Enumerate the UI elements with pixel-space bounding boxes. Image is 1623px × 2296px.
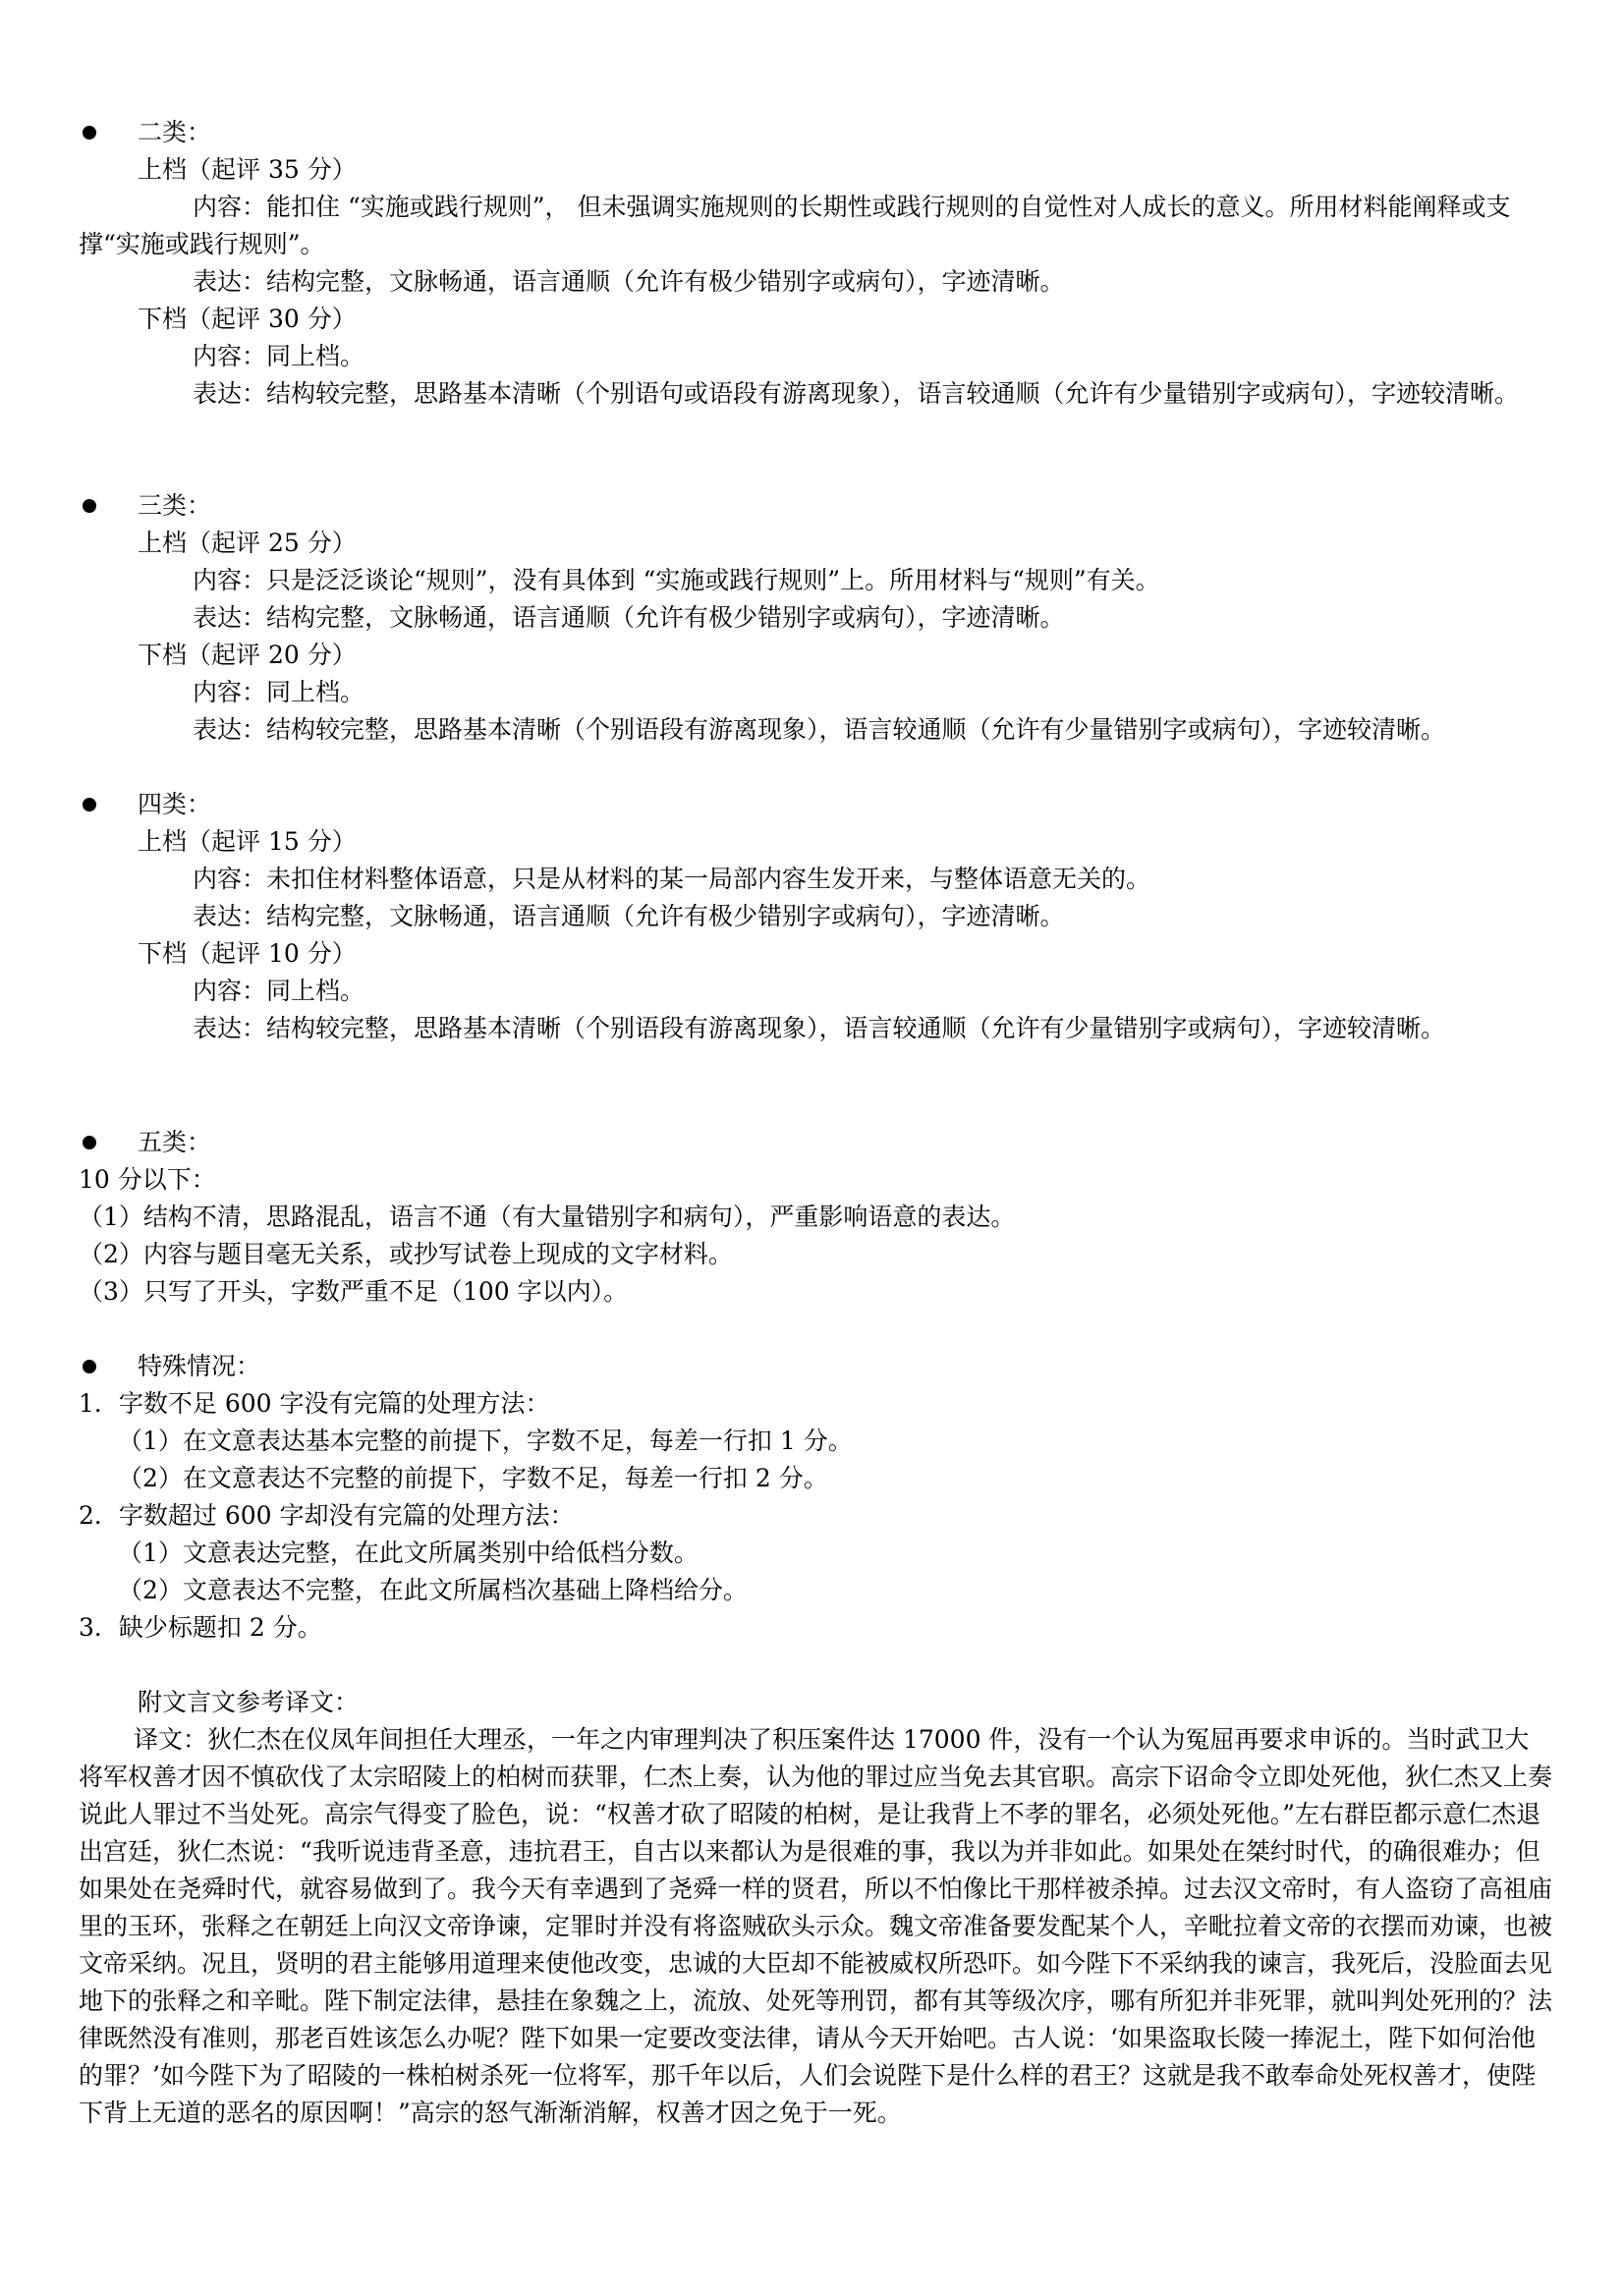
class3-upper-expression: 表达：结构完整，文脉畅通，语言通顺（允许有极少错别字或病句），字迹清晰。 xyxy=(193,603,1065,632)
class4-title: 四类： xyxy=(138,790,212,818)
class2-upper-label: 上档（起评 35 分） xyxy=(138,155,357,184)
bullet-icon xyxy=(83,798,96,812)
class5-title: 五类： xyxy=(138,1128,212,1156)
class5-item: （2）内容与题目毫无关系，或抄写试卷上现成的文字材料。 xyxy=(79,1240,733,1268)
bullet-icon xyxy=(83,1360,96,1373)
class4-upper-expression: 表达：结构完整，文脉畅通，语言通顺（允许有极少错别字或病句），字迹清晰。 xyxy=(193,902,1065,930)
class2-lower-expression: 表达：结构较完整，思路基本清晰（个别语句或语段有游离现象），语言较通顺（允许有少量错别字或病句），字迹较清晰。 xyxy=(193,379,1520,408)
special-rule-2: 2．字数超过 600 字却没有完篇的处理方法： xyxy=(79,1501,575,1530)
class2-upper-content: 内容：能扣住 “实施或践行规则”， 但未强调实施规则的长期性或践行规则的自觉性对人成长的意义。所用材料能阐释或支撑“实施或践行规则”。 xyxy=(79,193,1511,258)
class3-upper-label: 上档（起评 25 分） xyxy=(138,529,357,557)
class3-upper-content: 内容：只是泛泛谈论“规则”，没有具体到 “实施或践行规则”上。所用材料与“规则”有关。 xyxy=(193,566,1160,594)
special-rule-1b: （2）在文意表达不完整的前提下，字数不足，每差一行扣 2 分。 xyxy=(118,1464,828,1492)
special-rule-3: 3．缺少标题扣 2 分。 xyxy=(79,1613,322,1642)
bullet-icon xyxy=(83,126,96,140)
special-rule-1: 1．字数不足 600 字没有完篇的处理方法： xyxy=(79,1389,550,1418)
class2-title: 二类： xyxy=(138,118,212,146)
class2-lower-content: 内容：同上档。 xyxy=(193,342,365,370)
class3-title: 三类： xyxy=(138,491,212,520)
class4-lower-content: 内容：同上档。 xyxy=(193,977,365,1005)
special-title: 特殊情况： xyxy=(138,1352,261,1380)
class4-lower-expression: 表达：结构较完整，思路基本清晰（个别语段有游离现象），语言较通顺（允许有少量错别字或病句），字迹较清晰。 xyxy=(193,1014,1446,1042)
class2-upper-expression: 表达：结构完整，文脉畅通，语言通顺（允许有极少错别字或病句），字迹清晰。 xyxy=(193,267,1065,296)
special-rule-2b: （2）文意表达不完整，在此文所属档次基础上降档给分。 xyxy=(118,1576,748,1604)
bullet-icon xyxy=(83,499,96,513)
class4-lower-label: 下档（起评 10 分） xyxy=(138,939,357,968)
special-rule-1a: （1）在文意表达基本完整的前提下，字数不足，每差一行扣 1 分。 xyxy=(118,1427,853,1455)
appendix-translation: 译文：狄仁杰在仪凤年间担任大理丞，一年之内审理判决了积压案件达 17000 件，没有一个认为冤屈再要求申诉的。当时武卫大将军权善才因不慎砍伐了太宗昭陵上的柏树而获罪，仁杰上奏，认为他的罪过应当免去其官职。高宗下诏命令立即处死他，狄仁杰又上奏说此人罪过不当处死。高宗气得变了脸色，说：“权善才砍了昭陵的柏树，是让我背上不孝的罪名，必须处死他。”左右群臣都示意仁杰退出宫廷，狄仁杰说：“我听说违背圣意，违抗君王，自古以来都认为是很难的事，我以为并非如此。如果处在桀纣时代，的确很难办；但如果处在尧舜时代，就容易做到了。我今天有幸遇到了尧舜一样的贤君，所以不怕像比干那样被杀掉。过去汉文帝时，有人盗窃了高祖庙里的玉环，张释之在朝廷上向汉文帝诤谏，定罪时并没有将盗贼砍头示众。魏文帝准备要发配某个人，辛毗拉着文帝的衣摆而劝谏，也被文帝采纳。况且，贤明的君主能够用道理来使他改变，忠诚的大臣却不能被威权所恐吓。如今陛下不采纳我的谏言，我死后，没脸面去见地下的张释之和辛毗。陛下制定法律，悬挂在象魏之上，流放、处死等刑罚，都有其等级次序，哪有所犯并非死罪，就叫判处死刑的？法律既然没有准则，那老百姓该怎么办呢？陛下如果一定要改变法律，请从今天开始吧。古人说：‘如果盗取长陵一捧泥土，陛下如何治他的罪？’如今陛下为了昭陵的一株柏树杀死一位将军，那千年以后，人们会说陛下是什么样的君王？这就是我不敢奉命处死权善才，使陛下背上无道的恶名的原因啊！”高宗的怒气渐渐消解，权善才因之免于一死。 xyxy=(79,1725,1553,2127)
class3-lower-content: 内容：同上档。 xyxy=(193,678,365,706)
class3-lower-expression: 表达：结构较完整，思路基本清晰（个别语段有游离现象），语言较通顺（允许有少量错别字或病句），字迹较清晰。 xyxy=(193,715,1446,744)
class2-lower-label: 下档（起评 30 分） xyxy=(138,305,357,333)
class3-lower-label: 下档（起评 20 分） xyxy=(138,641,357,669)
appendix-title: 附文言文参考译文： xyxy=(138,1688,360,1716)
class5-subtitle: 10 分以下： xyxy=(79,1165,216,1194)
class4-upper-label: 上档（起评 15 分） xyxy=(138,827,357,856)
class4-upper-content: 内容：未扣住材料整体语意，只是从材料的某一局部内容生发开来，与整体语意无关的。 xyxy=(193,865,1151,893)
special-rule-2a: （1）文意表达完整，在此文所属类别中给低档分数。 xyxy=(118,1539,699,1567)
class5-item: （1）结构不清，思路混乱，语言不通（有大量错别字和病句），严重影响语意的表达。 xyxy=(79,1203,1016,1231)
class5-item: （3）只写了开头，字数严重不足（100 字以内）。 xyxy=(79,1277,629,1306)
bullet-icon xyxy=(83,1136,96,1149)
